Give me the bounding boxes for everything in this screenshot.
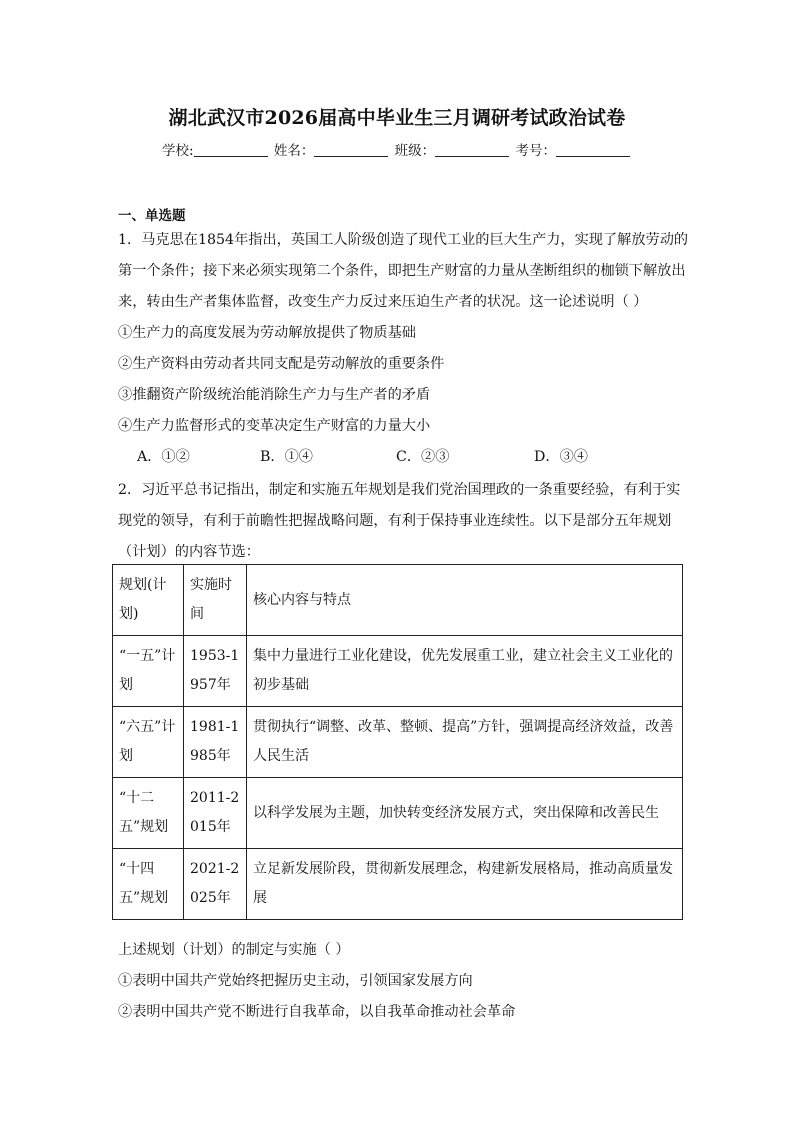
q1-option: ②生产资料由劳动者共同支配是劳动解放的重要条件 — [118, 356, 445, 372]
q1-choices — [137, 446, 657, 466]
q1-option: ③推翻资产阶级统治能消除生产力与生产者的矛盾 — [118, 387, 431, 403]
table-row — [113, 636, 683, 707]
name-blank[interactable] — [314, 144, 388, 157]
q2-stem-line: 2．习近平总书记指出，制定和实施五年规划是我们党治国理政的一条重要经验，有利于实 — [118, 482, 681, 498]
q2-option: ①表明中国共产党始终把握历史主动，引领国家发展方向 — [118, 973, 473, 989]
q2-stem-line: （计划）的内容节选： — [118, 544, 260, 560]
choice-c[interactable]: C．②③ — [396, 449, 450, 465]
choice-b[interactable]: B．①④ — [260, 449, 313, 465]
name-label: 姓名： — [273, 143, 315, 159]
table-cell: 集中力量进行工业化建设，优先发展重工业，建立社会主义工业化的初步基础 — [247, 636, 683, 707]
table-header-row — [113, 565, 683, 636]
school-label: 学校: — [162, 143, 194, 159]
number-label: 考号： — [515, 143, 556, 159]
q1-stem-line: 第一个条件；接下来必须实现第二个条件，即把生产财富的力量从垄断组织的枷锁下解放出 — [118, 263, 686, 279]
table-cell: “一五”计划 — [113, 636, 184, 707]
table-header-cell: 实施时间 — [184, 565, 247, 636]
table-row — [113, 849, 683, 920]
table-header-cell: 核心内容与特点 — [247, 565, 683, 636]
class-blank[interactable] — [435, 144, 509, 157]
class-label: 班级： — [394, 143, 436, 159]
q2-stem-line: 现党的领导，有利于前瞻性把握战略问题，有利于保持事业连续性。以下是部分五年规划 — [118, 513, 672, 529]
table-row — [113, 707, 683, 778]
choice-d[interactable]: D．③④ — [534, 449, 588, 465]
q2-question-line: 上述规划（计划）的制定与实施（ ） — [118, 942, 350, 958]
table-cell: 立足新发展阶段，贯彻新发展理念，构建新发展格局，推动高质量发展 — [247, 849, 683, 920]
page-title: 湖北武汉市2026届高中毕业生三月调研考试政治试卷 — [168, 107, 626, 129]
section-title: 一、单选题 — [118, 208, 186, 224]
number-blank[interactable] — [556, 144, 630, 157]
q1-option: ④生产力监督形式的变革决定生产财富的力量大小 — [118, 418, 431, 434]
student-info-line — [0, 139, 794, 159]
table-header-cell: 规划(计划) — [113, 565, 184, 636]
table-cell: 贯彻执行“调整、改革、整顿、提高”方针，强调提高经济效益，改善人民生活 — [247, 707, 683, 778]
q1-stem-line: 1．马克思在1854年指出，英国工人阶级创造了现代工业的巨大生产力，实现了解放劳动的 — [118, 232, 689, 248]
choice-a[interactable]: A．①② — [137, 449, 190, 465]
five-year-plan-table — [112, 564, 683, 920]
table-cell: 1953-1957年 — [184, 636, 247, 707]
table-cell: 2011-2015年 — [184, 778, 247, 849]
school-blank[interactable] — [194, 144, 268, 157]
table-cell: 1981-1985年 — [184, 707, 247, 778]
table-cell: “十二五”规划 — [113, 778, 184, 849]
table-cell: “六五”计划 — [113, 707, 184, 778]
q1-stem-line: 来，转由生产者集体监督，改变生产力反过来压迫生产者的状况。这一论述说明（ ） — [118, 294, 648, 310]
table-cell: 2021-2025年 — [184, 849, 247, 920]
q1-option: ①生产力的高度发展为劳动解放提供了物质基础 — [118, 325, 416, 341]
table-cell: 以科学发展为主题，加快转变经济发展方式，突出保障和改善民生 — [247, 778, 683, 849]
q2-option: ②表明中国共产党不断进行自我革命，以自我革命推动社会革命 — [118, 1004, 516, 1020]
table-cell: “十四五”规划 — [113, 849, 184, 920]
table-row — [113, 778, 683, 849]
